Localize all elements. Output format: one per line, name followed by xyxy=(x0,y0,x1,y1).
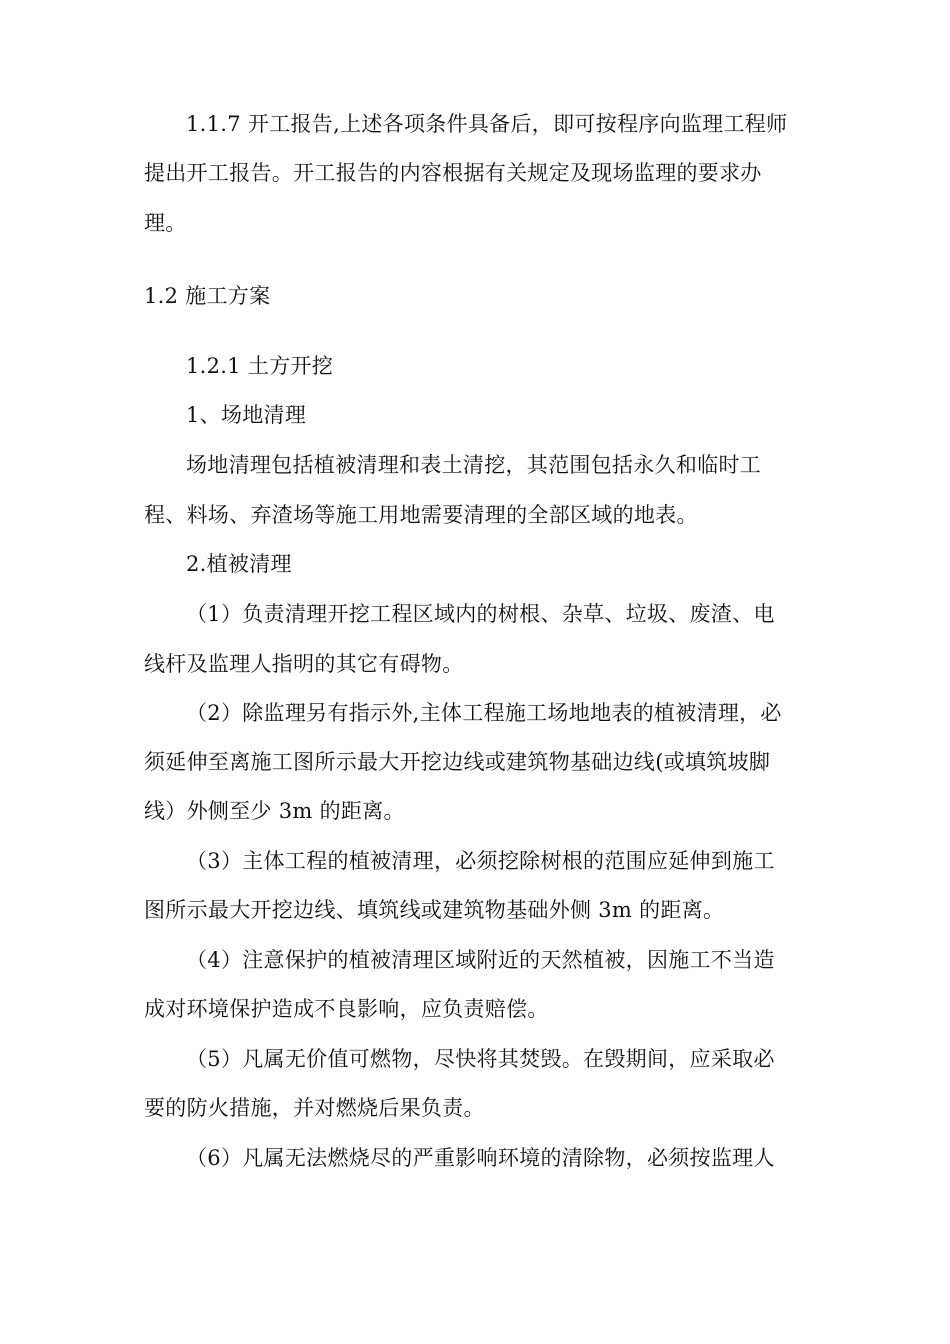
text-line-19: （5）凡属无价值可燃物，尽快将其焚毁。在毁期间，应采取必 xyxy=(186,1047,775,1071)
text-line-17: （4）注意保护的植被清理区域附近的天然植被，因施工不当造 xyxy=(186,948,775,972)
text-line-20: 要的防火措施，并对燃烧后果负责。 xyxy=(144,1096,485,1120)
subsection-heading-1-2-1: 1.2.1 土方开挖 xyxy=(186,354,334,378)
item-heading-1: 1、场地清理 xyxy=(186,403,307,427)
text-line-12: （2）除监理另有指示外,主体工程施工场地地表的植被清理，必 xyxy=(186,701,782,725)
text-line-8: 程、料场、弃渣场等施工用地需要清理的全部区域的地表。 xyxy=(144,503,698,527)
text-line-13: 须延伸至离施工图所示最大开挖边线或建筑物基础边线(或填筑坡脚 xyxy=(144,750,771,774)
text-line-15: （3）主体工程的植被清理，必须挖除树根的范围应延伸到施工 xyxy=(186,849,775,873)
section-heading-1-2: 1.2 施工方案 xyxy=(144,284,271,308)
text-line-14: 线）外侧至少 3m 的距离。 xyxy=(144,799,405,823)
text-line-3: 理。 xyxy=(144,211,187,235)
text-line-10: （1）负责清理开挖工程区域内的树根、杂草、垃圾、废渣、电 xyxy=(186,602,775,626)
text-line-11: 线杆及监理人指明的其它有碍物。 xyxy=(144,652,464,676)
text-line-1: 1.1.7 开工报告,上述各项条件具备后，即可按程序向监理工程师 xyxy=(186,112,788,136)
text-line-7: 场地清理包括植被清理和表土清挖，其范围包括永久和临时工 xyxy=(186,453,762,477)
text-line-2: 提出开工报告。开工报告的内容根据有关规定及现场监理的要求办 xyxy=(144,161,762,185)
item-heading-2: 2.植被清理 xyxy=(186,552,292,576)
text-line-21: （6）凡属无法燃烧尽的严重影响环境的清除物，必须按监理人 xyxy=(186,1146,775,1170)
text-line-16: 图所示最大开挖边线、填筑线或建筑物基础外侧 3m 的距离。 xyxy=(144,898,725,922)
text-line-18: 成对环境保护造成不良影响，应负责赔偿。 xyxy=(144,997,549,1021)
